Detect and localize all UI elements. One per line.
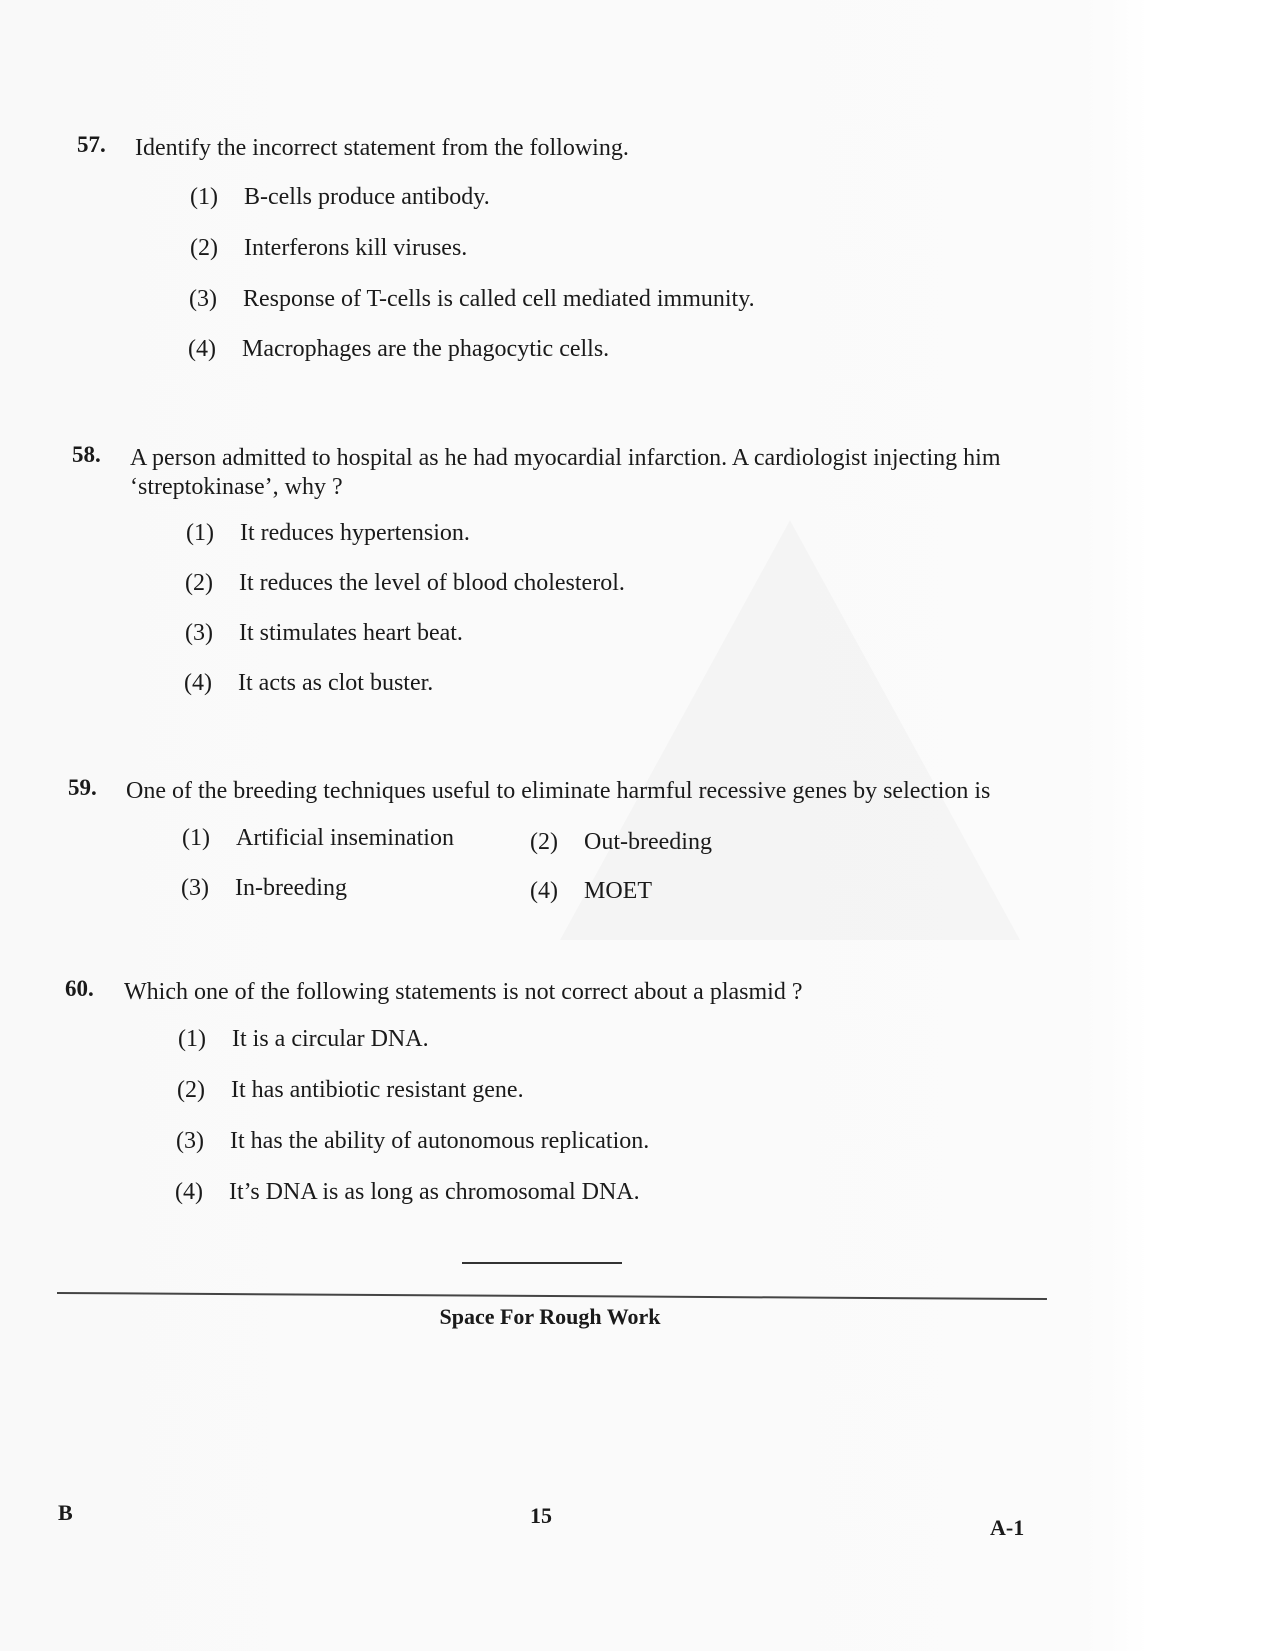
question-59-option-1	[182, 825, 454, 852]
option-text: It’s DNA is as long as chromosomal DNA.	[229, 1179, 640, 1205]
question-59-option-4	[530, 878, 652, 905]
question-57-option-4	[188, 336, 609, 363]
option-number: (4)	[530, 878, 558, 904]
question-58-option-2	[185, 570, 625, 597]
question-58-number: 58.	[72, 442, 101, 467]
option-number: (3)	[185, 620, 213, 646]
question-57-option-3	[189, 286, 755, 313]
option-number: (2)	[177, 1077, 205, 1103]
question-58-option-4	[184, 670, 433, 697]
question-57-option-2	[190, 235, 467, 262]
option-number: (4)	[184, 670, 212, 696]
option-number: (3)	[181, 875, 209, 901]
option-number: (4)	[188, 336, 216, 362]
option-number: (1)	[186, 520, 214, 546]
option-text: It stimulates heart beat.	[239, 620, 463, 646]
question-59-option-3	[181, 875, 347, 902]
option-number: (1)	[182, 825, 210, 851]
option-text: Macrophages are the phagocytic cells.	[242, 336, 610, 362]
option-text: It reduces hypertension.	[240, 520, 470, 546]
option-text: Response of T-cells is called cell mediated immunity.	[243, 286, 755, 312]
option-number: (3)	[176, 1128, 204, 1154]
option-number: (3)	[189, 286, 217, 312]
question-58-option-3	[185, 620, 463, 647]
rough-work-separator	[57, 1292, 1047, 1300]
question-60-option-4	[175, 1179, 640, 1206]
option-text: B-cells produce antibody.	[244, 184, 490, 210]
option-text: It reduces the level of blood cholesterol.	[239, 570, 625, 596]
question-57-text: Identify the incorrect statement from the following.	[135, 135, 629, 161]
footer-booklet-code: B	[58, 1500, 73, 1525]
question-60-number: 60.	[65, 976, 94, 1001]
question-60-option-1	[178, 1026, 429, 1053]
question-59-option-2	[530, 829, 712, 856]
option-number: (2)	[530, 829, 558, 855]
question-57-number: 57.	[77, 132, 106, 157]
option-number: (2)	[185, 570, 213, 596]
footer-series-code: A-1	[990, 1515, 1025, 1540]
option-text: Interferons kill viruses.	[244, 235, 468, 261]
option-text: It has antibiotic resistant gene.	[231, 1077, 524, 1103]
question-57-option-1	[190, 184, 490, 211]
option-text: Out-breeding	[584, 829, 712, 855]
rough-work-label: Space For Rough Work	[439, 1304, 661, 1329]
question-58-text-line-1: A person admitted to hospital as he had myocardial infarction. A cardiologist injecting him	[130, 445, 1001, 471]
option-number: (1)	[190, 184, 218, 210]
end-of-questions-rule	[462, 1262, 622, 1264]
option-text: It has the ability of autonomous replication.	[230, 1128, 650, 1154]
question-60-option-3	[176, 1128, 649, 1155]
option-text: It is a circular DNA.	[232, 1026, 429, 1052]
option-text: Artificial insemination	[236, 825, 454, 851]
footer-page-number: 15	[530, 1503, 552, 1528]
option-text: It acts as clot buster.	[238, 670, 434, 696]
question-60-option-2	[177, 1077, 524, 1104]
option-text: In-breeding	[235, 875, 347, 901]
option-number: (2)	[190, 235, 218, 261]
question-58-option-1	[186, 520, 470, 547]
question-58-text-line-2: ‘streptokinase’, why ?	[130, 474, 343, 500]
watermark-letter	[560, 520, 1020, 940]
option-text: MOET	[584, 878, 652, 904]
question-60-text: Which one of the following statements is not correct about a plasmid ?	[124, 979, 803, 1005]
question-59-number: 59.	[68, 775, 97, 800]
option-number: (1)	[178, 1026, 206, 1052]
question-59-text: One of the breeding techniques useful to eliminate harmful recessive genes by selection is	[126, 778, 991, 804]
option-number: (4)	[175, 1179, 203, 1205]
